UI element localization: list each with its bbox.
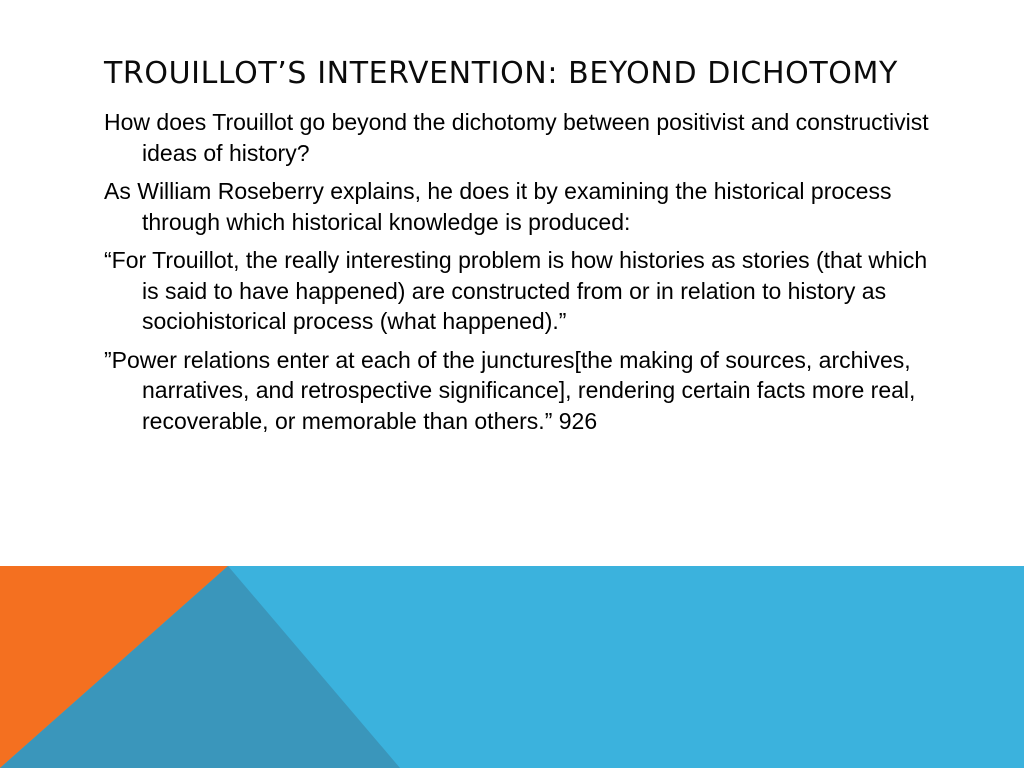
slide-body [104,107,934,444]
body-paragraph-1: How does Trouillot go beyond the dichotomy between positivist and constructivist ideas of history? [104,109,929,166]
body-paragraph-3: “For Trouillot, the really interesting problem is how histories as stories (that which is said to have happened) are constructed from or in relation to history as sociohistorical process (what happened).” [104,247,928,334]
body-paragraph-2: As William Roseberry explains, he does it by examining the historical process through which historical knowledge is produced: [104,178,892,235]
decorative-footer-band [0,566,1024,768]
slide-title: TROUILLOT’S INTERVENTION: BEYOND DICHOTOMY [104,56,898,91]
body-paragraph-4: ”Power relations enter at each of the junctures[the making of sources, archives, narratives, and retrospective significance], rendering certain facts more real, recoverable, or memorable than others.” 926 [104,346,916,434]
